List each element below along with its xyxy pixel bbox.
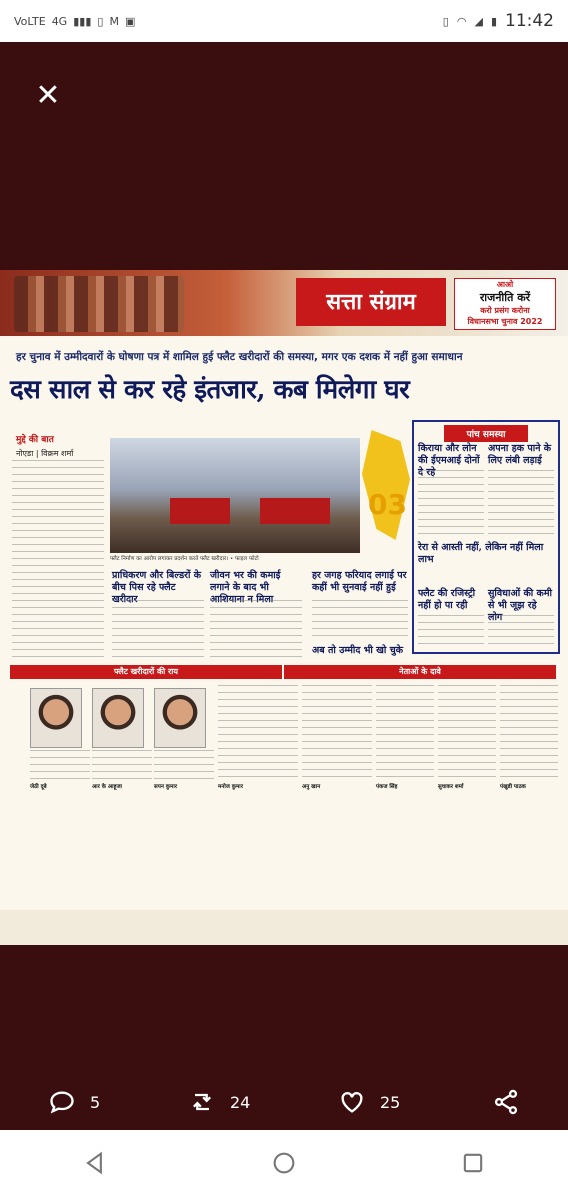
comment-count: 5: [90, 1092, 101, 1112]
back-button[interactable]: [81, 1149, 109, 1181]
article-banner: [0, 270, 568, 336]
page-bottom-margin: [0, 910, 568, 945]
mid-head: अब तो उम्मीद भी खो चुके: [312, 645, 404, 656]
share-icon: [492, 1088, 520, 1116]
retweet-icon: [188, 1088, 216, 1116]
status-bar: [0, 0, 568, 42]
person-photo: [92, 688, 144, 748]
person-name: अनु खान: [302, 784, 321, 790]
volte-label: VoLTE: [14, 14, 46, 28]
crowd-photo: [14, 276, 184, 332]
reply-button[interactable]: [48, 1088, 100, 1116]
protest-photo: [110, 438, 360, 553]
recents-button[interactable]: [459, 1149, 487, 1181]
close-icon[interactable]: ✕: [35, 78, 61, 113]
like-button[interactable]: [338, 1088, 400, 1116]
mail-icon: M: [109, 14, 119, 28]
brand-logo: आओ राजनीति करें करो प्रसंग करोना विधानसभा चुनाव 2022: [454, 278, 556, 330]
mid-head: जीवन भर की कमाई लगाने के बाद भी आशियाना न मिला: [210, 570, 281, 605]
comment-icon: [48, 1088, 76, 1116]
person-name: सपन कुमार: [154, 784, 177, 790]
home-circle-icon: [270, 1149, 298, 1177]
strip-opinions: फ्लैट खरीदारों की राय: [10, 665, 282, 679]
person-photo: [154, 688, 206, 748]
person-name: मनोज कुमार: [218, 784, 243, 790]
banner-title: सत्ता संग्राम: [296, 278, 446, 326]
system-nav-bar: [0, 1130, 568, 1200]
retweet-count: 24: [230, 1092, 251, 1112]
side-head: सुविधाओं की कमी से भी जूझ रहे लोग: [488, 588, 552, 623]
column-tag: मुद्दे की बात: [16, 435, 54, 445]
side-box-title: पांच समस्या: [444, 425, 528, 442]
strip-leaders: नेताओं के दावे: [284, 665, 556, 679]
clock: 11:42: [505, 11, 554, 31]
side-head: किराया और लोन की ईएमआई दोनों दे रहे: [418, 443, 480, 478]
like-count: 25: [380, 1092, 401, 1112]
region-map: [362, 430, 410, 540]
photo-caption: फ्लैट निर्माण का आरोप लगाकर प्रदर्शन करते फ्लैट खरीदार। • फाइल फोटो: [110, 556, 259, 562]
article-text-column: [12, 460, 104, 660]
image-icon: ▣: [124, 14, 136, 28]
person-name: आर के आहूजा: [92, 784, 122, 790]
back-triangle-icon: [81, 1149, 109, 1177]
person-name: पंकज सिंह: [376, 784, 398, 790]
vibrate-icon: ▯: [442, 14, 449, 28]
person-name: सुधाकर शर्मा: [438, 784, 464, 790]
person-name: पंखुडी पाठक: [500, 784, 526, 790]
side-head: रेरा से आस्ती नहीं, लेकिन नहीं मिला लाभ: [418, 542, 544, 565]
network-type-label: 4G: [51, 14, 68, 28]
home-button[interactable]: [270, 1149, 298, 1181]
wifi-icon: ◠: [456, 14, 467, 28]
person-photo: [30, 688, 82, 748]
retweet-button[interactable]: [188, 1088, 250, 1116]
signal-icon: ◢: [474, 14, 483, 28]
byline: नोएडा | विक्रम शर्मा: [16, 449, 74, 458]
share-button[interactable]: [492, 1088, 520, 1116]
section-strip: [10, 665, 558, 679]
side-head: फ्लैट की रजिस्ट्री नहीं हो पा रही: [418, 588, 476, 611]
article-headline: दस साल से कर रहे इंतजार, कब मिलेगा घर: [10, 375, 410, 405]
tweet-actions: [0, 1082, 568, 1122]
side-head: अपना हक पाने के लिए लंबी लड़ाई: [488, 443, 552, 466]
recents-square-icon: [459, 1149, 487, 1177]
big-number: 03: [368, 488, 407, 521]
mid-head: प्राधिकरण और बिल्डरों के बीच पिस रहे फ्लैट खरीदार: [112, 570, 202, 605]
newspaper-clipping[interactable]: [0, 270, 568, 945]
person-name: जेठी दूबे: [30, 784, 47, 790]
article-subheading: हर चुनाव में उम्मीदवारों के घोषणा पत्र में शामिल हुई फ्लैट खरीदारों की समस्या, मगर एक दशक में नहीं हुआ समाधान: [16, 351, 463, 363]
battery-icon: ▮: [490, 14, 497, 28]
mid-head: हर जगह फरियाद लगाई पर कहीं भी सुनवाई नहीं हुई: [312, 570, 407, 593]
heart-icon: [338, 1088, 366, 1116]
sim-icon: ▯: [97, 14, 104, 28]
signal-icon: ▮▮▮: [73, 14, 92, 28]
